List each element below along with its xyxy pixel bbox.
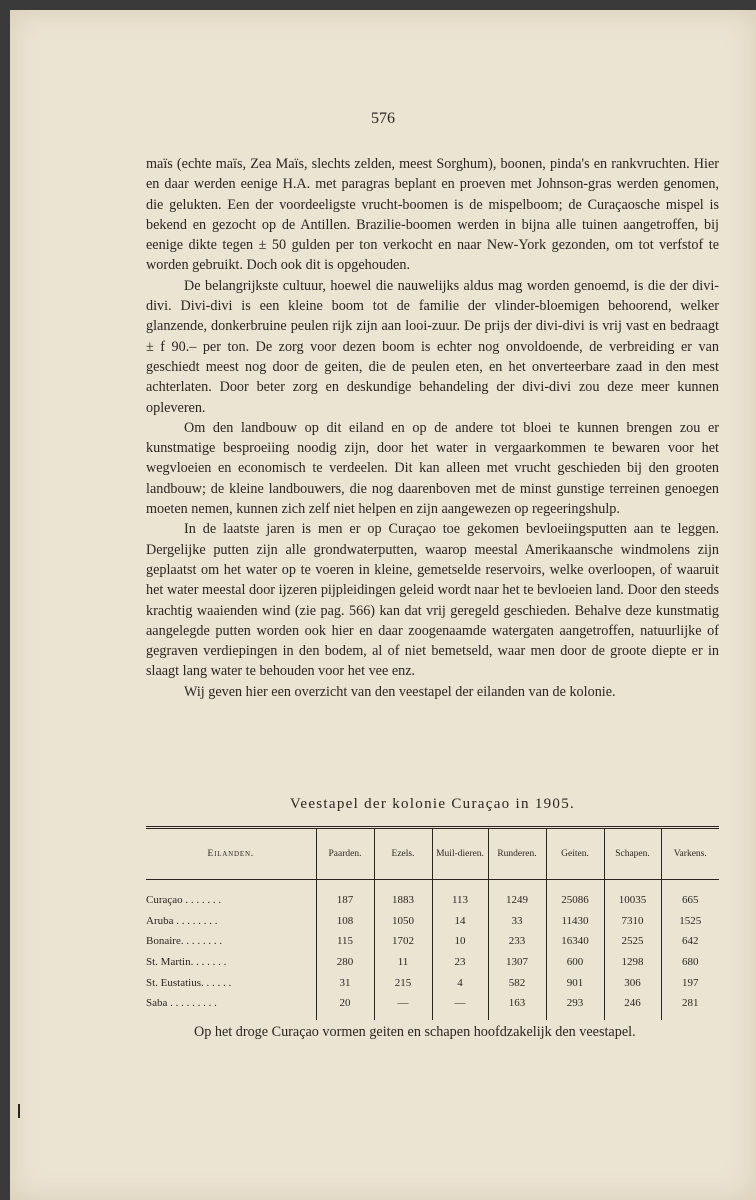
- margin-mark: [18, 1104, 20, 1118]
- cell-value: 1298: [604, 952, 661, 973]
- cell-value: —: [374, 993, 432, 1020]
- paragraph-5: Wij geven hier een overzicht van den veestapel der eilanden van de kolonie.: [184, 683, 616, 700]
- cell-value: 197: [661, 972, 719, 993]
- cell-value: 187: [316, 890, 374, 911]
- paragraph-1: maïs (echte maïs, Zea Maïs, slechts zelden, meest Sorghum), boonen, pinda's en rankvruchten. Hier en daar werden eenige H.A. met paragras beplant en proeven met Johnson-gras werden genomen, die gelukten. Een der voordeeligste vrucht-boomen is de mispelboom; de Curaçaosche mispel is bekend en gezocht op de Antillen. Brazilie-boomen werden in bijna alle tuinen aangetroffen, bij eenige dikte tegen ± 50 gulden per ton verkocht en naar New-York gezonden, om tot verfstof te worden gebruikt. Doch ook dit is opgehouden.: [146, 156, 719, 274]
- cell-value: 246: [604, 993, 661, 1020]
- cell-value: 1883: [374, 890, 432, 911]
- cell-value: 115: [316, 931, 374, 952]
- paragraph-4: In de laatste jaren is men er op Curaçao toe gekomen bevloeiingsputten aan te leggen. Dergelijke putten zijn alle grondwaterputten, waarop meestal Amerikaansche windmolens zijn geplaatst om het water op te voeren in kleine, gemetselde reservoirs, welke overloopen, of waaruit het water meestal door ijzeren pijpleidingen geleid wordt naar het te bevloeien land. Door den steeds krachtig waaienden wind (zie pag. 566) kan dat vrij geregeld geschieden. Behalve deze kunstmatig aangelegde putten worden ook hier en daar zoogenaamde watergaten aangetroffen, natuurlijke of gegraven verdiepingen in den bodem, al of niet bemetseld, waar men door de groote diepte er in slaagt lang water te behouden voor het vee enz.: [146, 521, 719, 680]
- cell-value: 600: [546, 952, 604, 973]
- paragraph-3: Om den landbouw op dit eiland en op de andere tot bloei te kunnen brengen zou er kunstmatige besproeiing noodig zijn, door het water in vergaarkommen te bewaren voor het wegvloeien en economisch te verdeelen. Dit kan alleen met vrucht geschieden bij den grooten landbouw; de kleine landbouwers, die nog daarenboven met de minst gunstige terreinen genoegen moeten nemen, kunnen zich zelf niet helpen en zijn aangewezen op regeeringshulp.: [146, 419, 719, 518]
- cell-value: 1050: [374, 911, 432, 932]
- cell-value: 642: [661, 931, 719, 952]
- header-varkens: Varkens.: [661, 828, 719, 880]
- cell-value: 680: [661, 952, 719, 973]
- table-spacer: [146, 880, 719, 891]
- cell-value: 11430: [546, 911, 604, 932]
- cell-value: 280: [316, 952, 374, 973]
- table-title: Veestapel der kolonie Curaçao in 1905.: [289, 796, 576, 812]
- header-ezels: Ezels.: [374, 828, 432, 880]
- table-row: [146, 931, 719, 952]
- table-row: [146, 993, 719, 1020]
- table-header-row: [146, 828, 719, 880]
- cell-value: 31: [316, 972, 374, 993]
- table-row: [146, 911, 719, 932]
- cell-value: 582: [488, 972, 546, 993]
- cell-value: 20: [316, 993, 374, 1020]
- cell-value: 14: [432, 911, 488, 932]
- livestock-table: [146, 826, 719, 1020]
- cell-island: Curaçao . . . . . . .: [146, 894, 222, 907]
- cell-value: 7310: [604, 911, 661, 932]
- cell-value: 11: [374, 952, 432, 973]
- cell-value: 23: [432, 952, 488, 973]
- cell-value: 281: [661, 993, 719, 1020]
- cell-island: Saba . . . . . . . . .: [146, 997, 217, 1010]
- cell-value: 33: [488, 911, 546, 932]
- cell-value: 233: [488, 931, 546, 952]
- paragraph-2: De belangrijkste cultuur, hoewel die nauwelijks aldus mag worden genoemd, is die der divi-divi. Divi-divi is een kleine boom tot de familie der vlinder-bloemigen behoorend, welker glanzende, donkerbruine peulen rijk zijn aan looi-zuur. De prijs der divi-divi is vrij vast en bedraagt ± f 90.– per ton. De zorg voor dezen boom is echter nog onvoldoende, de verbreiding er van geschiedt meest nog door de geiten, die de peulen eten, en het onverteerbare zaad in den mest achterlaten. Door beter zorg en deskundige behandeling der divi-divi zou deze meer kunnen opleveren.: [146, 277, 719, 416]
- cell-value: 108: [316, 911, 374, 932]
- cell-value: 306: [604, 972, 661, 993]
- cell-value: 113: [432, 890, 488, 911]
- cell-value: 16340: [546, 931, 604, 952]
- cell-island: Aruba . . . . . . . .: [146, 914, 218, 927]
- closing-sentence: Op het droge Curaçao vormen geiten en schapen hoofdzakelijk den veestapel.: [194, 1024, 636, 1040]
- cell-value: 25086: [546, 890, 604, 911]
- cell-value: 293: [546, 993, 604, 1020]
- cell-island: St. Eustatius. . . . . .: [146, 976, 232, 989]
- cell-value: 10035: [604, 890, 661, 911]
- cell-island: St. Martin. . . . . . .: [146, 956, 227, 969]
- cell-value: 4: [432, 972, 488, 993]
- table-row: [146, 972, 719, 993]
- table-row: [146, 890, 719, 911]
- cell-value: 665: [661, 890, 719, 911]
- cell-value: 1249: [488, 890, 546, 911]
- cell-value: 1307: [488, 952, 546, 973]
- cell-value: 1702: [374, 931, 432, 952]
- cell-value: —: [432, 993, 488, 1020]
- table-row: [146, 952, 719, 973]
- page-number: 576: [371, 110, 395, 127]
- cell-value: 215: [374, 972, 432, 993]
- cell-value: 2525: [604, 931, 661, 952]
- book-page: [10, 10, 756, 1200]
- header-eilanden: Eilanden.: [146, 828, 316, 880]
- cell-value: 901: [546, 972, 604, 993]
- cell-island: Bonaire. . . . . . . .: [146, 935, 223, 948]
- cell-value: 1525: [661, 911, 719, 932]
- body-text: [146, 154, 719, 702]
- header-schapen: Schapen.: [604, 828, 661, 880]
- header-runderen: Runderen.: [488, 828, 546, 880]
- header-paarden: Paarden.: [316, 828, 374, 880]
- cell-value: 10: [432, 931, 488, 952]
- cell-value: 163: [488, 993, 546, 1020]
- header-geiten: Geiten.: [546, 828, 604, 880]
- header-muildieren: Muil-dieren.: [432, 828, 488, 880]
